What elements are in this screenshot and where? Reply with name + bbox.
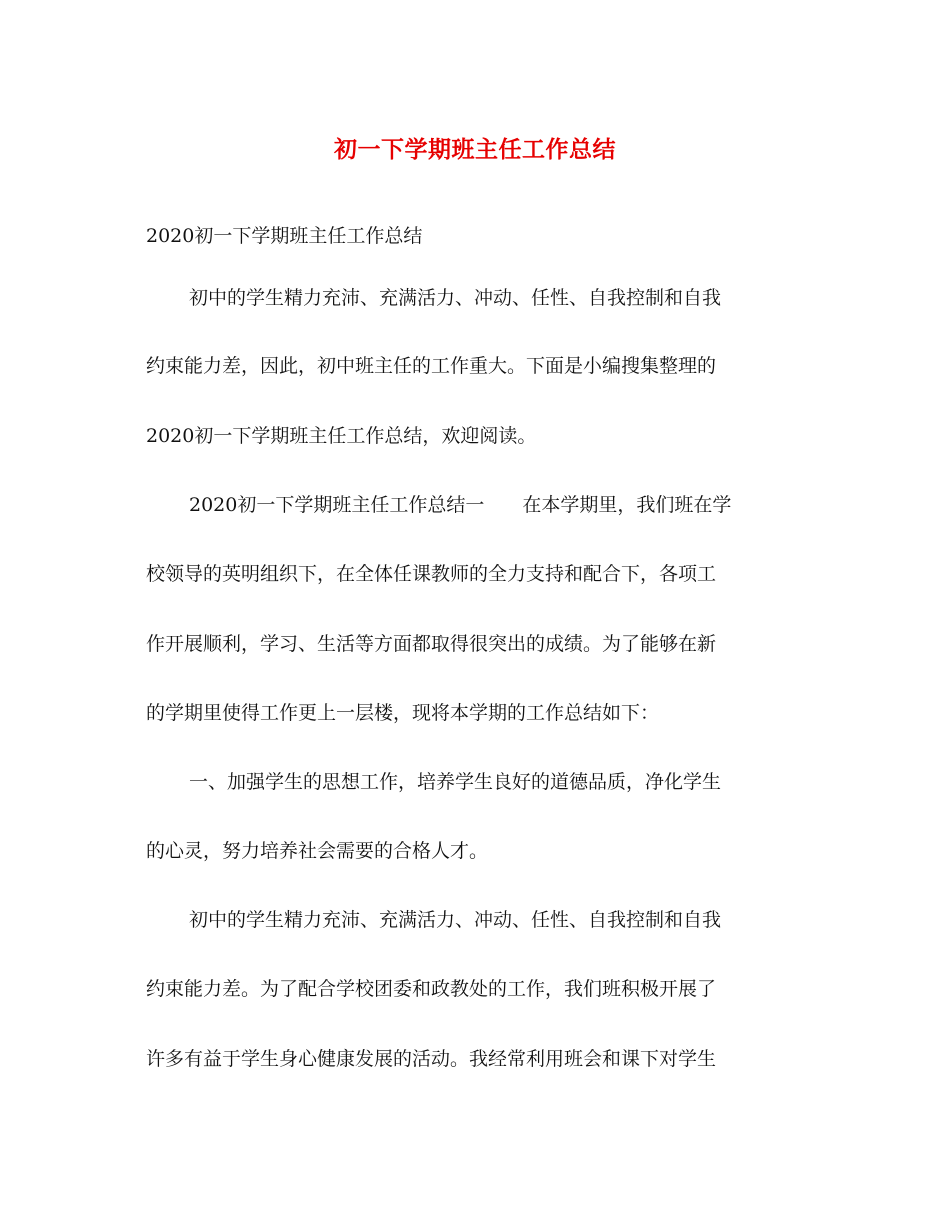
paragraph-line: 2020初一下学期班主任工作总结，欢迎阅读。 [146, 425, 537, 447]
paragraph-line: 作开展顺利，学习、生活等方面都取得很突出的成绩。为了能够在新 [146, 633, 717, 655]
paragraph-line: 初中的学生精力充沛、充满活力、冲动、任性、自我控制和自我 [189, 909, 722, 931]
paragraph-line: 初中的学生精力充沛、充满活力、冲动、任性、自我控制和自我 [189, 287, 722, 309]
paragraph-line: 约束能力差。为了配合学校团委和政教处的工作，我们班积极开展了 [146, 978, 717, 1000]
paragraph-line: 校领导的英明组织下，在全体任课教师的全力支持和配合下，各项工 [146, 563, 717, 585]
paragraph-line: 许多有益于学生身心健康发展的活动。我经常利用班会和课下对学生 [146, 1048, 717, 1070]
document-title: 初一下学期班主任工作总结 [334, 136, 616, 163]
document-subtitle: 2020初一下学期班主任工作总结 [146, 225, 423, 247]
section-heading-line: 的心灵，努力培养社会需要的合格人才。 [146, 840, 489, 862]
paragraph-line: 的学期里使得工作更上一层楼，现将本学期的工作总结如下： [146, 702, 660, 724]
paragraph-line: 2020初一下学期班主任工作总结一 在本学期里，我们班在学 [189, 494, 732, 516]
paragraph-line: 约束能力差，因此，初中班主任的工作重大。下面是小编搜集整理的 [146, 355, 717, 377]
section-heading-line: 一、加强学生的思想工作，培养学生良好的道德品质，净化学生 [189, 771, 722, 793]
